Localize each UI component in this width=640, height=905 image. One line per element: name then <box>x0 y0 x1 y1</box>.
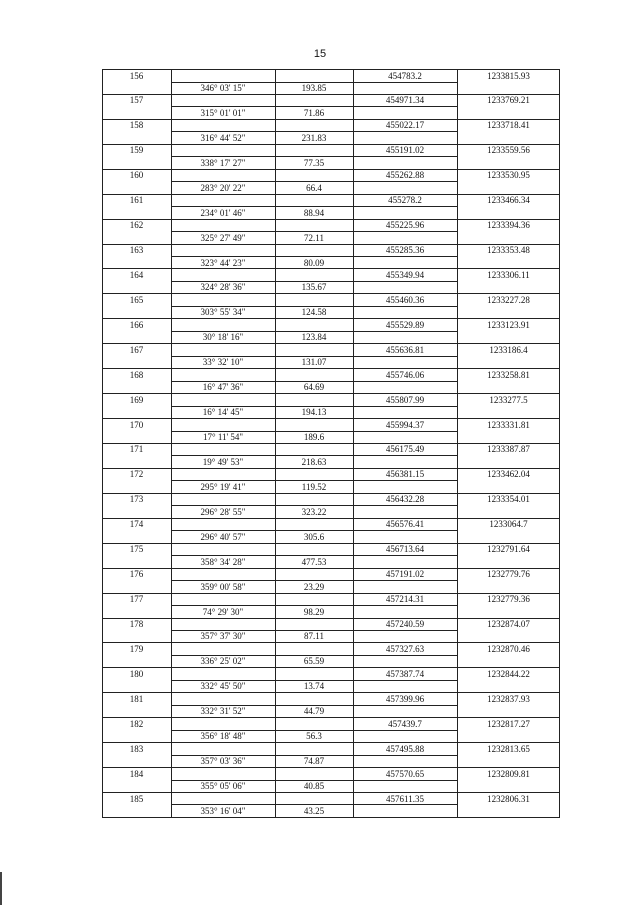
bearing-angle: 357° 37' 30" <box>200 631 246 642</box>
x-coordinate: 455460.36 <box>385 294 425 305</box>
x-coordinate: 455262.88 <box>385 170 425 181</box>
bearing-angle: 19° 49' 53" <box>202 456 244 467</box>
x-coordinate: 454971.34 <box>385 95 425 106</box>
segment-length: 88.94 <box>303 207 325 218</box>
y-coordinate: 1233387.87 <box>487 444 530 455</box>
bearing-angle: 296° 28' 55" <box>200 506 246 517</box>
x-coordinate: 455529.89 <box>385 319 425 330</box>
segment-length: 77.35 <box>303 157 325 168</box>
y-coordinate: 1233815.93 <box>487 70 530 81</box>
bearing-angle: 356° 18' 48" <box>200 731 246 742</box>
point-number: 157 <box>129 95 144 106</box>
x-coordinate: 456381.15 <box>385 469 425 480</box>
point-number: 166 <box>129 319 144 330</box>
bearing-angle: 355° 05' 06" <box>200 781 246 791</box>
bearing-angle: 315° 01' 01" <box>200 107 246 118</box>
segment-length: 124.58 <box>301 307 327 318</box>
x-coordinate: 457191.02 <box>385 569 425 580</box>
y-coordinate: 1233462.04 <box>487 469 530 480</box>
x-coordinate: 457387.74 <box>385 668 425 679</box>
bearing-angle: 332° 45' 50" <box>200 681 246 692</box>
point-number: 158 <box>129 120 144 131</box>
segment-length: 43.25 <box>303 805 325 816</box>
y-coordinate: 1232874.07 <box>487 619 530 629</box>
x-coordinate: 456175.49 <box>385 444 425 455</box>
point-number: 178 <box>129 619 144 629</box>
x-coordinate: 456432.28 <box>385 494 425 505</box>
bearing-angle: 283° 20' 22" <box>200 182 246 193</box>
point-number: 184 <box>129 768 144 779</box>
coordinates-table <box>102 69 560 817</box>
point-number: 182 <box>129 718 144 729</box>
y-coordinate: 1233559.56 <box>487 145 530 156</box>
point-number: 185 <box>129 793 144 804</box>
y-coordinate: 1233718.41 <box>487 120 530 131</box>
point-number: 156 <box>129 70 144 81</box>
y-coordinate: 1233530.95 <box>487 170 530 181</box>
point-number: 171 <box>129 444 144 455</box>
point-number: 183 <box>129 743 144 754</box>
x-coordinate: 455807.99 <box>385 394 425 405</box>
margin-mark <box>0 872 2 905</box>
y-coordinate: 1232791.64 <box>487 544 530 555</box>
y-coordinate: 1233353.48 <box>487 245 530 255</box>
y-coordinate: 1233306.11 <box>487 269 530 280</box>
y-coordinate: 1232813.65 <box>487 743 530 754</box>
x-coordinate: 457495.88 <box>385 743 425 754</box>
bearing-angle: 324° 28' 36" <box>200 282 246 293</box>
bearing-angle: 358° 34' 28" <box>200 556 246 567</box>
bearing-angle: 296° 40' 57" <box>200 531 246 542</box>
y-coordinate: 1232779.76 <box>487 569 530 580</box>
point-number: 168 <box>129 369 144 380</box>
point-number: 167 <box>129 344 144 355</box>
bearing-angle: 323° 44' 23" <box>200 257 246 268</box>
segment-length: 72.11 <box>304 232 324 243</box>
y-coordinate: 1232809.81 <box>487 768 530 779</box>
page-number: 15 <box>313 48 327 60</box>
bearing-angle: 234° 01' 46" <box>200 207 246 218</box>
segment-length: 13.74 <box>303 681 325 692</box>
y-coordinate: 1233277.5 <box>489 394 528 405</box>
x-coordinate: 455994.37 <box>385 419 425 430</box>
x-coordinate: 457327.63 <box>385 643 425 654</box>
x-coordinate: 457439.7 <box>388 718 422 729</box>
segment-length: 80.09 <box>303 257 325 268</box>
segment-length: 193.85 <box>301 83 327 93</box>
y-coordinate: 1233354.01 <box>487 494 530 505</box>
segment-length: 98.29 <box>303 606 325 617</box>
segment-length: 23.29 <box>303 581 325 592</box>
point-number: 175 <box>129 544 144 555</box>
point-number: 162 <box>129 220 144 231</box>
segment-length: 477.53 <box>301 556 327 567</box>
x-coordinate: 457611.35 <box>386 793 424 804</box>
bearing-angle: 16° 47' 36" <box>202 382 244 393</box>
y-coordinate: 1233394.36 <box>487 220 530 231</box>
segment-length: 87.11 <box>304 631 324 642</box>
y-coordinate: 1233258.81 <box>487 369 530 380</box>
segment-length: 305.6 <box>303 531 325 542</box>
bearing-angle: 17° 11' 54" <box>202 432 244 442</box>
bearing-angle: 336° 25' 02" <box>200 656 246 667</box>
y-coordinate: 1232779.36 <box>487 594 530 604</box>
segment-length: 74.87 <box>303 756 325 767</box>
segment-length: 64.69 <box>303 382 325 393</box>
x-coordinate: 457214.31 <box>385 594 425 604</box>
point-number: 172 <box>129 469 144 480</box>
x-coordinate: 457240.59 <box>385 619 425 629</box>
segment-length: 40.85 <box>303 781 325 791</box>
y-coordinate: 1233064.7 <box>489 519 528 530</box>
point-number: 165 <box>129 294 144 305</box>
segment-length: 323.22 <box>301 506 327 517</box>
point-number: 160 <box>129 170 144 181</box>
x-coordinate: 455278.2 <box>388 195 422 206</box>
point-number: 161 <box>129 195 144 206</box>
y-coordinate: 1232806.31 <box>487 793 530 804</box>
x-coordinate: 457399.96 <box>385 693 425 704</box>
segment-length: 66.4 <box>306 182 322 193</box>
point-number: 163 <box>129 245 144 255</box>
y-coordinate: 1233123.91 <box>487 319 530 330</box>
point-number: 176 <box>129 569 144 580</box>
bearing-angle: 33° 32' 10" <box>202 357 244 368</box>
y-coordinate: 1233466.34 <box>487 195 530 206</box>
x-coordinate: 455022.17 <box>385 120 425 131</box>
x-coordinate: 455636.81 <box>385 344 425 355</box>
x-coordinate: 455285.36 <box>385 245 425 255</box>
point-number: 169 <box>129 394 144 405</box>
segment-length: 189.6 <box>303 432 325 442</box>
y-coordinate: 1233186.4 <box>489 344 528 355</box>
row-divider <box>102 817 560 818</box>
bearing-angle: 332° 31' 52" <box>200 706 246 717</box>
segment-length: 119.52 <box>301 481 327 492</box>
y-coordinate: 1232837.93 <box>487 693 530 704</box>
segment-length: 71.86 <box>303 107 325 118</box>
segment-length: 44.79 <box>303 706 325 717</box>
bearing-angle: 346° 03' 15" <box>200 83 246 93</box>
x-coordinate: 455349.94 <box>385 269 425 280</box>
bearing-angle: 338° 17' 27" <box>200 157 246 168</box>
x-coordinate: 456576.41 <box>385 519 425 530</box>
bearing-angle: 16° 14' 45" <box>202 407 244 418</box>
point-number: 174 <box>129 519 144 530</box>
segment-length: 56.3 <box>306 731 322 742</box>
point-number: 181 <box>129 693 144 704</box>
segment-length: 231.83 <box>301 132 327 143</box>
point-number: 170 <box>129 419 144 430</box>
bearing-angle: 316° 44' 52" <box>200 132 246 143</box>
segment-length: 131.07 <box>301 357 327 368</box>
bearing-angle: 303° 55' 34" <box>200 307 246 318</box>
x-coordinate: 455225.96 <box>385 220 425 231</box>
point-number: 159 <box>129 145 144 156</box>
y-coordinate: 1232817.27 <box>487 718 530 729</box>
bearing-angle: 353° 16' 04" <box>200 805 246 816</box>
segment-length: 218.63 <box>301 456 327 467</box>
bearing-angle: 74° 29' 30" <box>202 606 244 617</box>
bearing-angle: 357° 03' 36" <box>200 756 246 767</box>
y-coordinate: 1233227.28 <box>487 294 530 305</box>
bearing-angle: 325° 27' 49" <box>200 232 246 243</box>
x-coordinate: 455191.02 <box>385 145 425 156</box>
segment-length: 65.59 <box>303 656 325 667</box>
x-coordinate: 456713.64 <box>385 544 425 555</box>
point-number: 177 <box>129 594 144 604</box>
y-coordinate: 1233331.81 <box>487 419 530 430</box>
x-coordinate: 455746.06 <box>385 369 425 380</box>
bearing-angle: 295° 19' 41" <box>200 481 246 492</box>
point-number: 164 <box>129 269 144 280</box>
point-number: 173 <box>129 494 144 505</box>
x-coordinate: 457570.65 <box>385 768 425 779</box>
y-coordinate: 1232844.22 <box>487 668 530 679</box>
point-number: 179 <box>129 643 144 654</box>
y-coordinate: 1232870.46 <box>487 643 530 654</box>
bearing-angle: 359° 00' 58" <box>200 581 246 592</box>
y-coordinate: 1233769.21 <box>487 95 530 106</box>
bearing-angle: 30° 18' 16" <box>202 332 244 343</box>
x-coordinate: 454783.2 <box>388 70 422 81</box>
point-number: 180 <box>129 668 144 679</box>
segment-length: 123.84 <box>301 332 327 343</box>
segment-length: 135.67 <box>301 282 327 293</box>
segment-length: 194.13 <box>301 407 327 418</box>
